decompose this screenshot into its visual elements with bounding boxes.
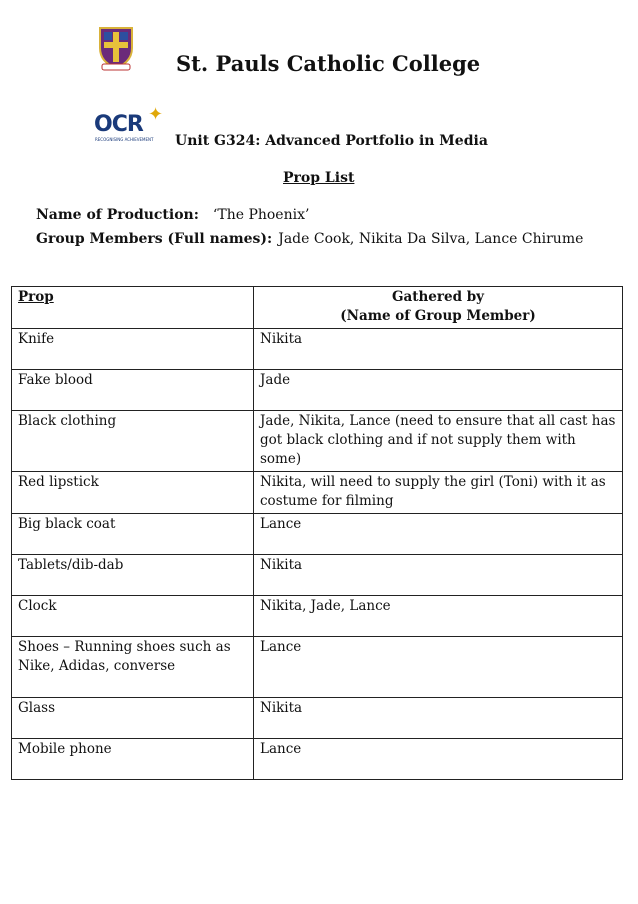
table-row [12,370,623,411]
header-prop: Prop [12,287,254,329]
table-row [12,555,623,596]
gathered-cell: Nikita, Jade, Lance [254,596,623,637]
gathered-cell: Nikita [254,698,623,739]
prop-cell: Red lipstick [12,472,254,514]
prop-cell: Mobile phone [12,739,254,780]
star-icon: ✦ [148,104,164,125]
ocr-logo-text: OCR [94,112,143,137]
header-gathered-line2: (Name of Group Member) [340,308,536,324]
group-members-row [36,231,583,247]
prop-cell: Knife [12,329,254,370]
table-row [12,596,623,637]
production-name-label: Name of Production: [36,207,199,223]
prop-cell: Fake blood [12,370,254,411]
prop-cell: Big black coat [12,514,254,555]
group-members-value: Jade Cook, Nikita Da Silva, Lance Chirume [278,231,584,247]
prop-cell: Glass [12,698,254,739]
header-gathered-line1: Gathered by [391,289,485,305]
table-row [12,698,623,739]
ocr-logo [94,104,168,146]
table-row [12,637,623,698]
gathered-cell: Lance [254,739,623,780]
table-row [12,739,623,780]
prop-cell: Shoes – Running shoes such as Nike, Adidas, converse [12,637,254,698]
gathered-cell: Jade [254,370,623,411]
prop-cell: Clock [12,596,254,637]
gathered-cell: Lance [254,514,623,555]
table-row [12,411,623,472]
table-row [12,472,623,514]
gathered-cell: Jade, Nikita, Lance (need to ensure that all cast has got black clothing and if not supply them with some) [254,411,623,472]
table-row [12,329,623,370]
table-header-row [12,287,623,329]
school-crest-icon [96,24,136,72]
gathered-cell: Nikita [254,329,623,370]
prop-cell: Black clothing [12,411,254,472]
gathered-cell: Lance [254,637,623,698]
production-name-row [36,207,309,223]
ocr-tagline: RECOGNISING ACHIEVEMENT [95,137,154,142]
gathered-cell: Nikita [254,555,623,596]
gathered-cell: Nikita, will need to supply the girl (Toni) with it as costume for filming [254,472,623,514]
list-title: Prop List [283,170,355,186]
table-row [12,514,623,555]
group-members-label: Group Members (Full names): [36,231,273,247]
unit-title: Unit G324: Advanced Portfolio in Media [175,133,488,149]
prop-table [11,286,623,780]
college-name: St. Pauls Catholic College [176,51,481,76]
production-name-value: ‘The Phoenix’ [212,207,310,223]
prop-cell: Tablets/dib-dab [12,555,254,596]
header-gathered-by [254,287,623,329]
